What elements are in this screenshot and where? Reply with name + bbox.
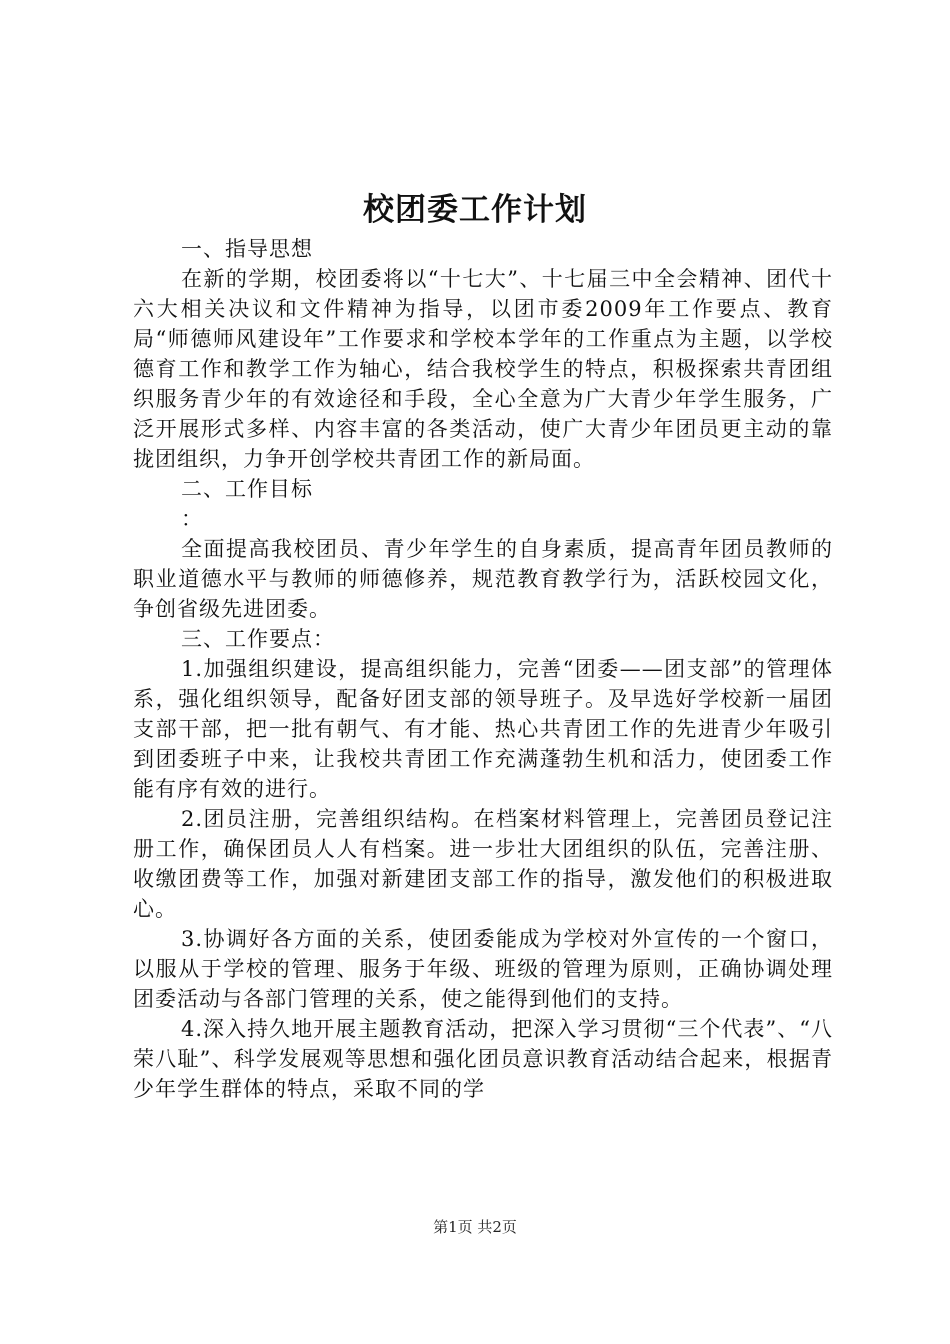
- paragraph-point-1: 1.加强组织建设，提高组织能力，完善“团委——团支部”的管理体系，强化组织领导，配备好团支部的领导班子。及早选好学校新一届团支部干部，把一批有朝气、有才能、热心共青团工作的先进青少年吸引到团委班子中来，让我校共青团工作充满蓬勃生机和活力，使团委工作能有序有效的进行。: [133, 657, 833, 801]
- section-heading-work-points: 三、工作要点：: [181, 627, 335, 651]
- paragraph-guiding-ideology: 在新的学期，校团委将以“十七大”、十七届三中全会精神、团代十六大相关决议和文件精神为指导，以团市委2009年工作要点、教育局“师德师风建设年”工作要求和学校本学年的工作重点为主题，以学校德育工作和教学工作为轴心，结合我校学生的特点，积极探索共青团组织服务青少年的有效途径和手段，全心全意为广大青少年学生服务，广泛开展形式多样、内容丰富的各类活动，使广大青少年团员更主动的靠拢团组织，力争开创学校共青团工作的新局面。: [133, 267, 833, 471]
- paragraph-work-goals: 全面提高我校团员、青少年学生的自身素质，提高青年团员教师的职业道德水平与教师的师德修养，规范教育教学行为，活跃校园文化，争创省级先进团委。: [133, 537, 833, 621]
- document-body: [133, 234, 833, 1104]
- paragraph-point-2: 2.团员注册，完善组织结构。在档案材料管理上，完善团员登记注册工作，确保团员人人有档案。进一步壮大团组织的队伍，完善注册、收缴团费等工作，加强对新建团支部工作的指导，激发他们的积极进取心。: [133, 807, 833, 921]
- section-heading-work-goals: 二、工作目标: [181, 477, 313, 501]
- stray-colon-line: ：: [181, 507, 203, 531]
- page-footer: 第1页 共2页: [433, 1218, 517, 1236]
- document-title: 校团委工作计划: [363, 192, 587, 228]
- paragraph-point-4: 4.深入持久地开展主题教育活动，把深入学习贯彻“三个代表”、“八荣八耻”、科学发展观等思想和强化团员意识教育活动结合起来，根据青少年学生群体的特点，采取不同的学: [133, 1017, 833, 1101]
- paragraph-point-3: 3.协调好各方面的关系，使团委能成为学校对外宣传的一个窗口，以服从于学校的管理、服务于年级、班级的管理为原则，正确协调处理团委活动与各部门管理的关系，使之能得到他们的支持。: [133, 927, 833, 1011]
- section-heading-guiding-ideology: 一、指导思想: [181, 237, 313, 261]
